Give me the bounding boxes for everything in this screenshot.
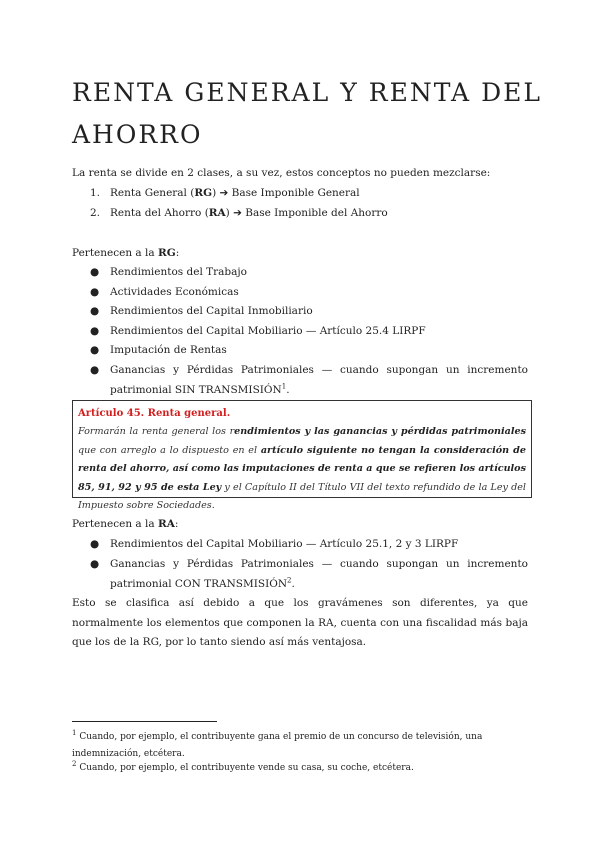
footnote-1: $^1$ Cuando, por ejemplo, el contribuyente gana el premio de un concurso de televisión, una indemnización, etcétera. — [72, 729, 483, 759]
bullet-icon: ● — [90, 325, 100, 337]
ra-heading: Pertenecen a la RA: — [72, 518, 179, 530]
bullet-icon: ● — [90, 286, 100, 298]
document-page: RENTA GENERAL Y RENTA DEL AHORRO La renta se divide en 2 clases, a su vez, estos conceptos no pueden mezclarse: 1. Renta General (RG) ➔ Base Imponible General 2. Renta del Ahorro (RA) ➔ Base Imponible del Ahorro Pertenecen a la RG: ● Rendimientos del Trabajo ● Actividades Económicas ● Rendimientos del Capital Inmobiliario ● Rendimientos del Capital Mobiliario — Artículo 25.4 LIRPF ● Imputación de Rentas ● Ganancias y Pérdidas Patrimoniales — cuando supongan un incremento patrimonial SIN TRANSMISIÓN$^1$. Artículo 45. Renta general. Formarán la renta general los rendimientos y las ganancias y pérdidas patrimoniales que con arreglo a lo dispuesto en el artículo siguiente no tengan la consideración de renta del ahorro, así como las imputaciones de renta a que se refieren los artículos 85, 91, 92 y 95 de esta Ley y el Capítulo II del Título VII del texto refundido de la Ley del Impuesto sobre Sociedades. Pertenecen a la RA: ● Rendimientos del Capital Mobiliario — Artículo 25.1, 2 y 3 LIRPF ● Ganancias y Pérdidas Patrimoniales — cuando supongan un incremento patrimonial CON TRANSMISIÓN$^2$. Esto se clasifica así debido a que los gravámenes son diferentes, ya que normalmente los elementos que componen la RA, cuenta con una fiscalidad más baja que los de la RG, por lo tanto siendo así más ventajosa. $^1$ Cuando, por ejemplo, el contribuyente gana el premio de un concurso de televisión, una indemnización, etcétera. $^2$ Cuando, por ejemplo, el contribuyente vende su casa, su coche, etcétera. — [0, 0, 600, 848]
footnote-2: $^2$ Cuando, por ejemplo, el contribuyente vende su casa, su coche, etcétera. — [72, 760, 414, 773]
page-title: RENTA GENERAL Y RENTA DEL AHORRO — [72, 78, 542, 149]
conclusion-paragraph: Esto se clasifica así debido a que los gravámenes son diferentes, ya que normalmente los elementos que componen la RA, cuenta con una fiscalidad más baja que los de la RG, por lo tanto siendo así más ventajosa. — [72, 597, 528, 648]
footnote-ref[interactable]: 2 — [287, 576, 292, 584]
list-text: Renta del Ahorro (RA) ➔ Base Imponible del Ahorro — [110, 207, 388, 219]
list-number: 1. — [90, 187, 101, 199]
intro-paragraph: La renta se divide en 2 clases, a su vez, estos conceptos no pueden mezclarse: — [72, 167, 491, 179]
footnote-divider — [72, 721, 217, 722]
bullet-icon: ● — [90, 558, 100, 570]
list-text: Renta General (RG) ➔ Base Imponible General — [110, 187, 360, 199]
bullet-icon: ● — [90, 364, 100, 376]
bullet-icon: ● — [90, 344, 100, 356]
bullet-icon: ● — [90, 305, 100, 317]
footnote-ref[interactable]: 1 — [281, 382, 287, 390]
bullet-icon: ● — [90, 266, 100, 278]
article-body: Formarán la renta general los rendimientos y las ganancias y pérdidas patrimoniales que con arreglo a lo dispuesto en el artículo siguiente no tengan la consideración de renta del ahorro, así como las imputaciones de renta a que se refieren los artículos 85, 91, 92 y 95 de esta Ley y el Capítulo II del Título VII del texto refundido de la Ley del Impuesto sobre Sociedades. — [78, 426, 526, 511]
article-box — [72, 400, 532, 511]
rg-heading: Pertenecen a la RG: — [72, 247, 180, 259]
bullet-icon: ● — [90, 538, 100, 550]
article-heading: Artículo 45. Renta general. — [78, 408, 231, 419]
list-number: 2. — [90, 207, 101, 219]
